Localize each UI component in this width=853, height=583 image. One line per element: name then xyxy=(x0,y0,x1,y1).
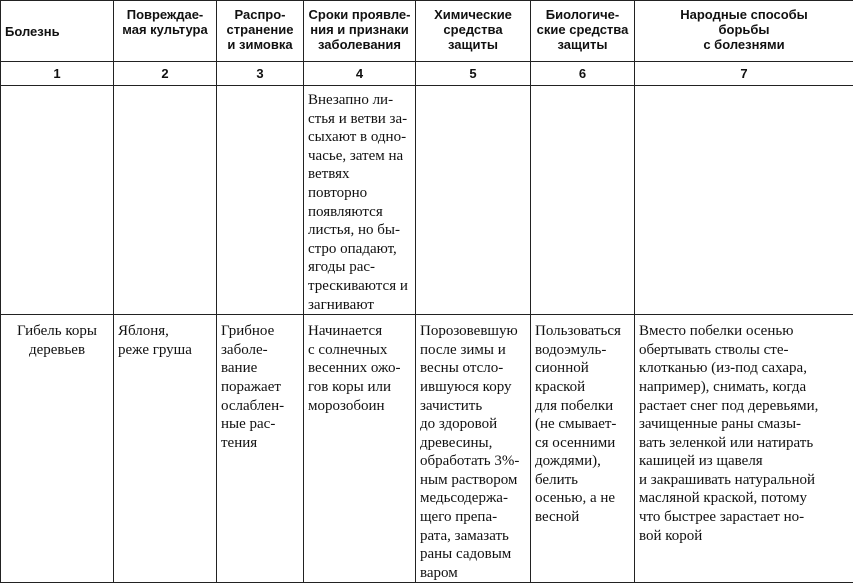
table-row xyxy=(1,86,853,315)
column-number: 2 xyxy=(114,62,217,86)
cell-spread xyxy=(217,86,304,315)
column-number: 7 xyxy=(635,62,853,86)
cell-symptoms: Начинается с солнечных весенних ожо- гов коры или морозобоин xyxy=(304,315,416,583)
cell-folk: Вместо побелки осенью обертывать стволы сте- клотканью (из-под сахара, например), снимать, когда растает снег под деревьями, зачищенные раны смазы- вать зеленкой или натирать кашицей из щавеля и закрашивать натуральной масляной краской, потому что быстрее зарастает но- вой корой xyxy=(635,315,853,583)
cell-crop xyxy=(114,86,217,315)
header-symptoms: Сроки проявле- ния и признаки заболевания xyxy=(304,1,416,62)
header-folk: Народные способы борьбы с болезнями xyxy=(635,1,853,62)
cell-disease xyxy=(1,86,114,315)
header-biological: Биологиче- ские средства защиты xyxy=(531,1,635,62)
header-chemical: Химические средства защиты xyxy=(416,1,531,62)
cell-chemical: Порозовевшую после зимы и весны отсло- ившуюся кору зачистить до здоровой древесины, обработать 3%- ным раствором медьсодержа- щего препа- рата, замазать раны садовым варом xyxy=(416,315,531,583)
cell-spread: Грибное заболе- вание поражает ослаблен- ные рас- тения xyxy=(217,315,304,583)
column-number: 4 xyxy=(304,62,416,86)
header-disease: Болезнь xyxy=(1,1,114,62)
cell-biological xyxy=(531,86,635,315)
header-crop: Повреждае- мая культура xyxy=(114,1,217,62)
header-spread: Распро- странение и зимовка xyxy=(217,1,304,62)
cell-crop: Яблоня, реже груша xyxy=(114,315,217,583)
column-number-row xyxy=(1,62,853,86)
column-number: 1 xyxy=(1,62,114,86)
table-row xyxy=(1,315,853,583)
cell-symptoms: Внезапно ли- стья и ветви за- сыхают в одно- часье, затем на ветвях повторно появляются листья, но бы- стро опадают, ягоды рас- трескиваются и загнивают xyxy=(304,86,416,315)
column-number: 5 xyxy=(416,62,531,86)
table-header-row xyxy=(1,1,853,62)
cell-disease: Гибель коры деревьев xyxy=(1,315,114,583)
cell-folk xyxy=(635,86,853,315)
column-number: 6 xyxy=(531,62,635,86)
cell-biological: Пользоваться водоэмуль- сионной краской для побелки (не смывает- ся осенними дождями), белить осенью, а не весной xyxy=(531,315,635,583)
cell-chemical xyxy=(416,86,531,315)
column-number: 3 xyxy=(217,62,304,86)
